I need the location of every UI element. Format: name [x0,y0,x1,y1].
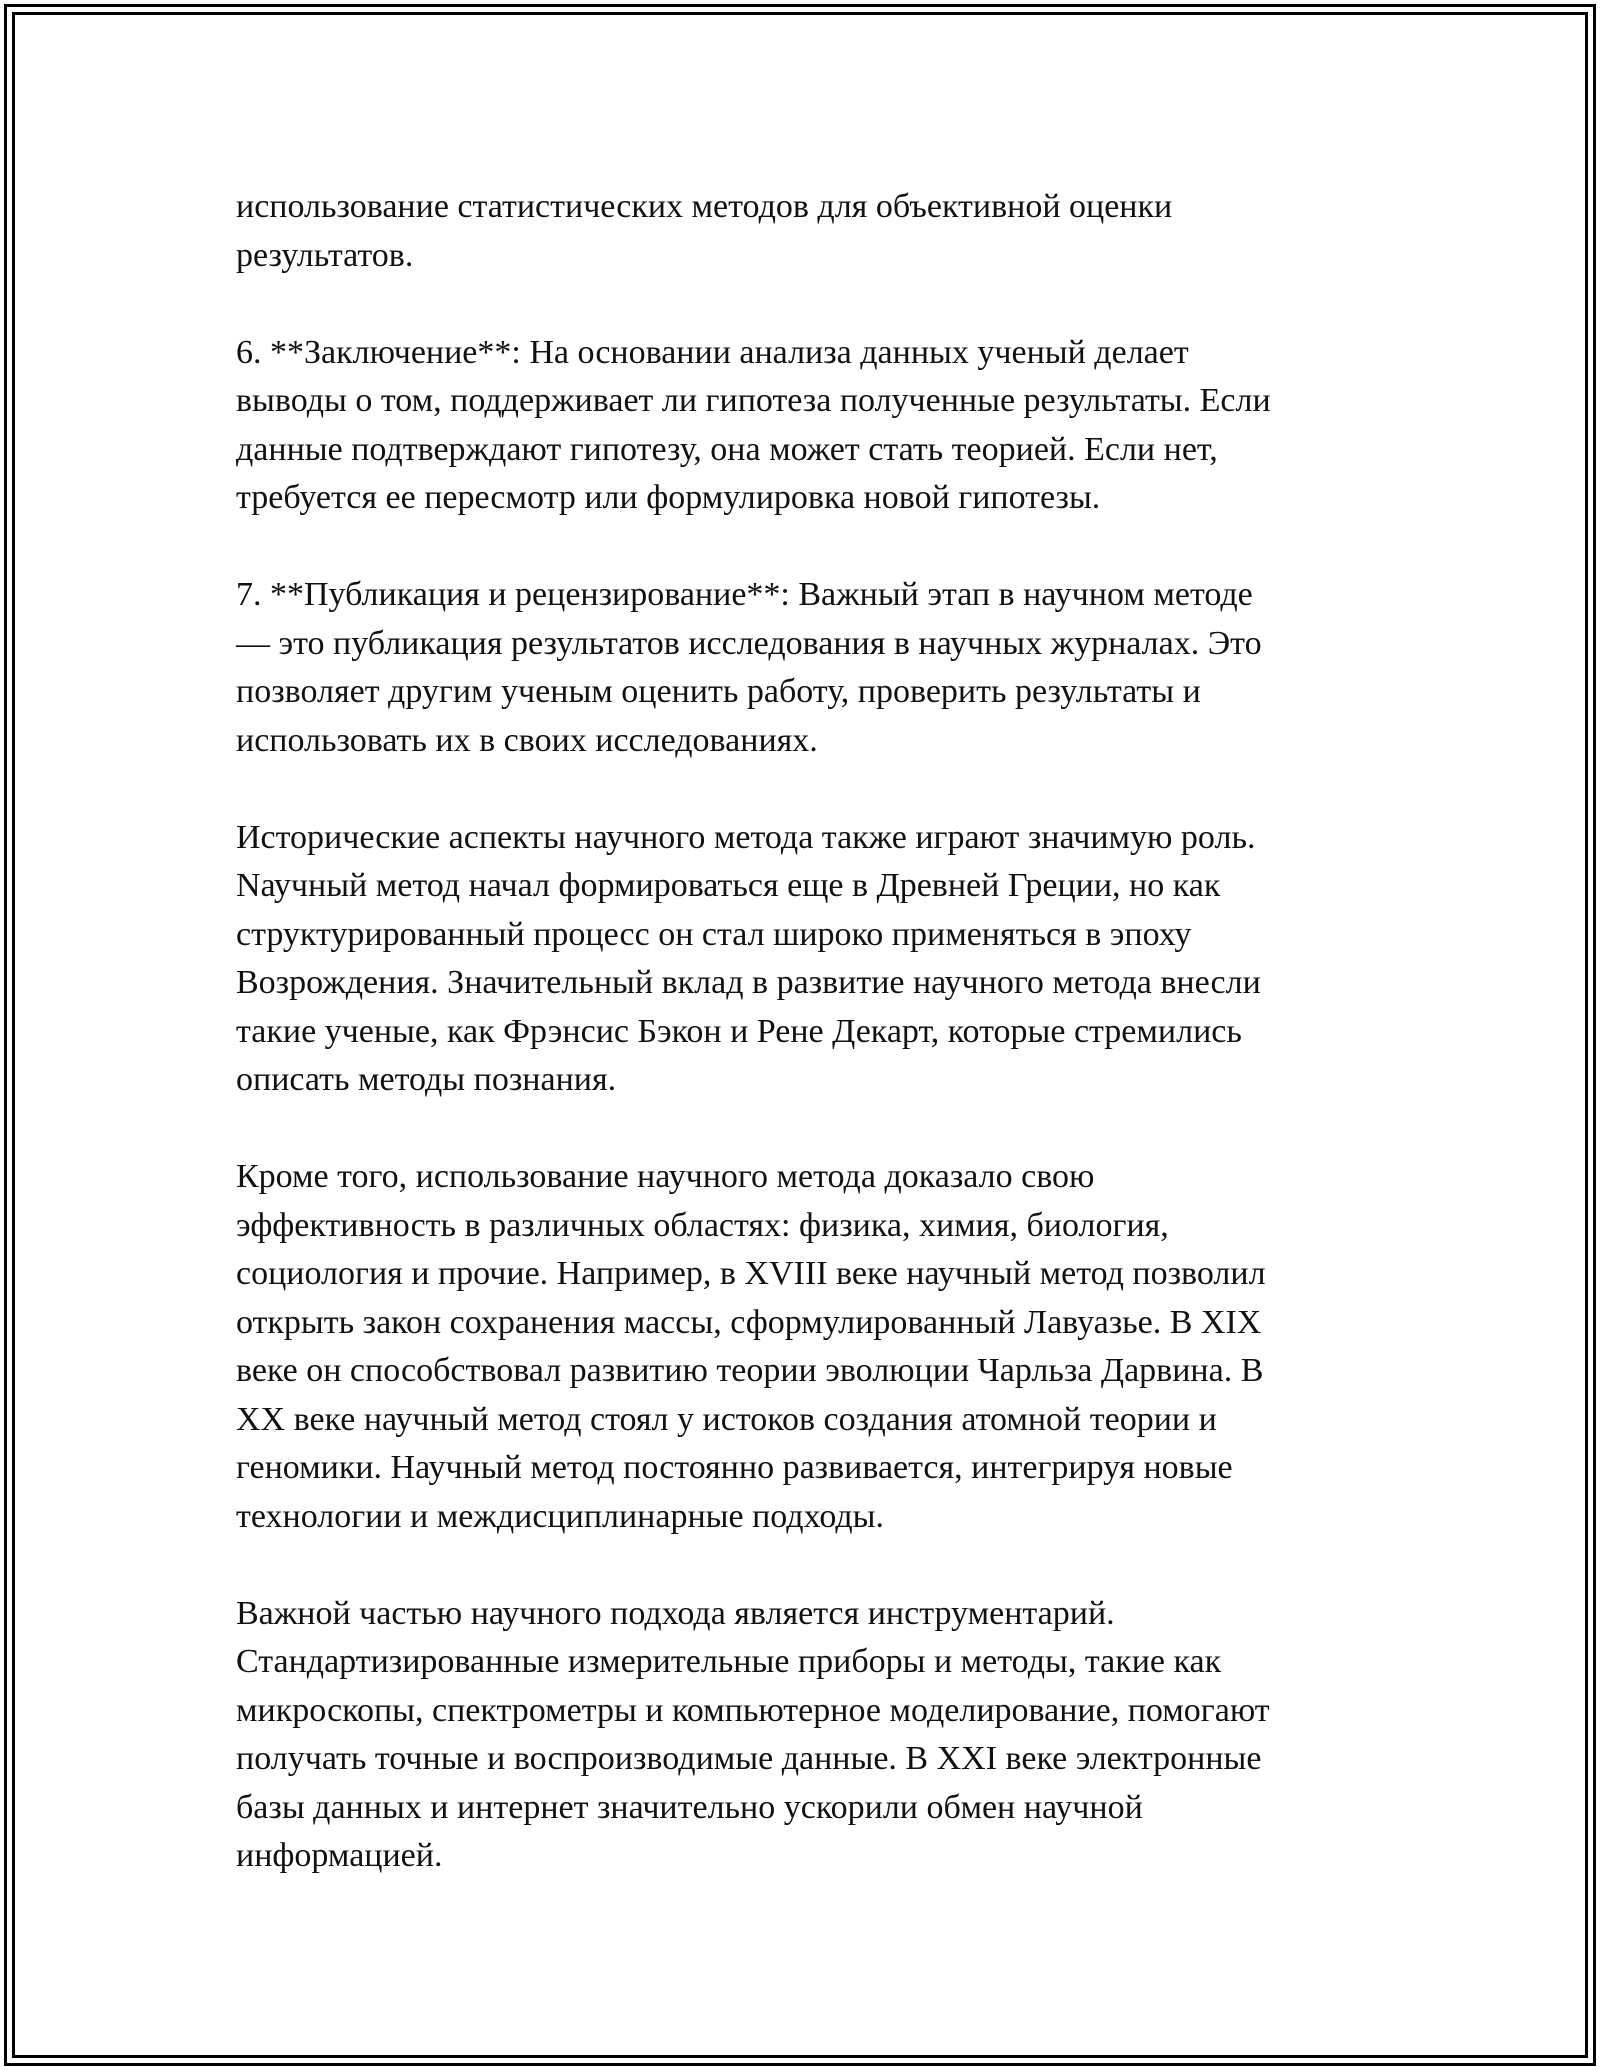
text-line: описать методы познания. [236,1061,617,1098]
text-line: выводы о том, поддерживает ли гипотеза полученные результаты. Если [236,382,1271,419]
text-line: эффективность в различных областях: физика, химия, биология, [236,1206,1169,1244]
text-line: такие ученые, как Фрэнсис Бэкон и Рене Декарт, которые стремились [236,1012,1242,1050]
text-line: XX веке научный метод стоял у истоков создания атомной теории и [236,1400,1217,1438]
text-line: социология и прочие. Например, в XVIII веке научный метод позволил [236,1255,1266,1292]
text-line: Важной частью научного подхода является инструментарий. [236,1594,1115,1632]
text-line: использование статистических методов для объективной оценки [236,188,1173,225]
paragraph-effectiveness [236,1153,1386,1541]
text-line: требуется ее пересмотр или формулировка новой гипотезы. [236,479,1101,516]
text-line: базы данных и интернет значительно ускорили обмен научной [236,1788,1143,1826]
text-line: Исторические аспекты научного метода также играют значимую роль. [236,818,1256,856]
text-line: структурированный процесс он стал широко применяться в эпоху [236,915,1192,953]
text-line: Возрождения. Значительный вклад в развитие научного метода внесли [236,964,1261,1001]
text-line: данные подтверждают гипотезу, она может стать теорией. Если нет, [236,430,1218,468]
text-line: позволяет другим ученым оценить работу, проверить результаты и [236,673,1201,710]
text-line: Стандартизированные измерительные приборы и методы, такие как [236,1643,1222,1680]
text-line: технологии и междисциплинарные подходы. [236,1497,884,1535]
text-line: результатов. [236,236,414,274]
paragraph-statistics-continuation [236,183,1386,280]
paragraph-instruments [236,1590,1386,1881]
paragraph-historical-aspects [236,814,1386,1105]
text-line: Кроме того, использование научного метода доказало свою [236,1158,1095,1195]
text-line: — это публикация результатов исследования в научных журналах. Это [236,624,1262,662]
text-line: 6. **Заключение**: На основании анализа данных ученый делает [236,333,1189,371]
text-line: получать точные и воспроизводимые данные. В XXI веке электронные [236,1740,1262,1777]
text-line: микроскопы, спектрометры и компьютерное моделирование, помогают [236,1691,1270,1729]
text-line: Nаучный метод начал формироваться еще в Древней Греции, но как [236,867,1221,904]
text-line: геномики. Научный метод постоянно развивается, интегрируя новые [236,1449,1233,1486]
text-line: информацией. [236,1837,443,1874]
text-line: использовать их в своих исследованиях. [236,721,818,759]
paragraph-conclusion [236,329,1386,523]
text-line: 7. **Публикация и рецензирование**: Важный этап в научном методе [236,576,1253,613]
document-body [236,183,1386,1929]
text-line: открыть закон сохранения массы, сформулированный Лавуазье. В XIX [236,1303,1262,1341]
paragraph-publication [236,571,1386,765]
text-line: веке он способствовал развитию теории эволюции Чарльза Дарвина. В [236,1352,1264,1389]
